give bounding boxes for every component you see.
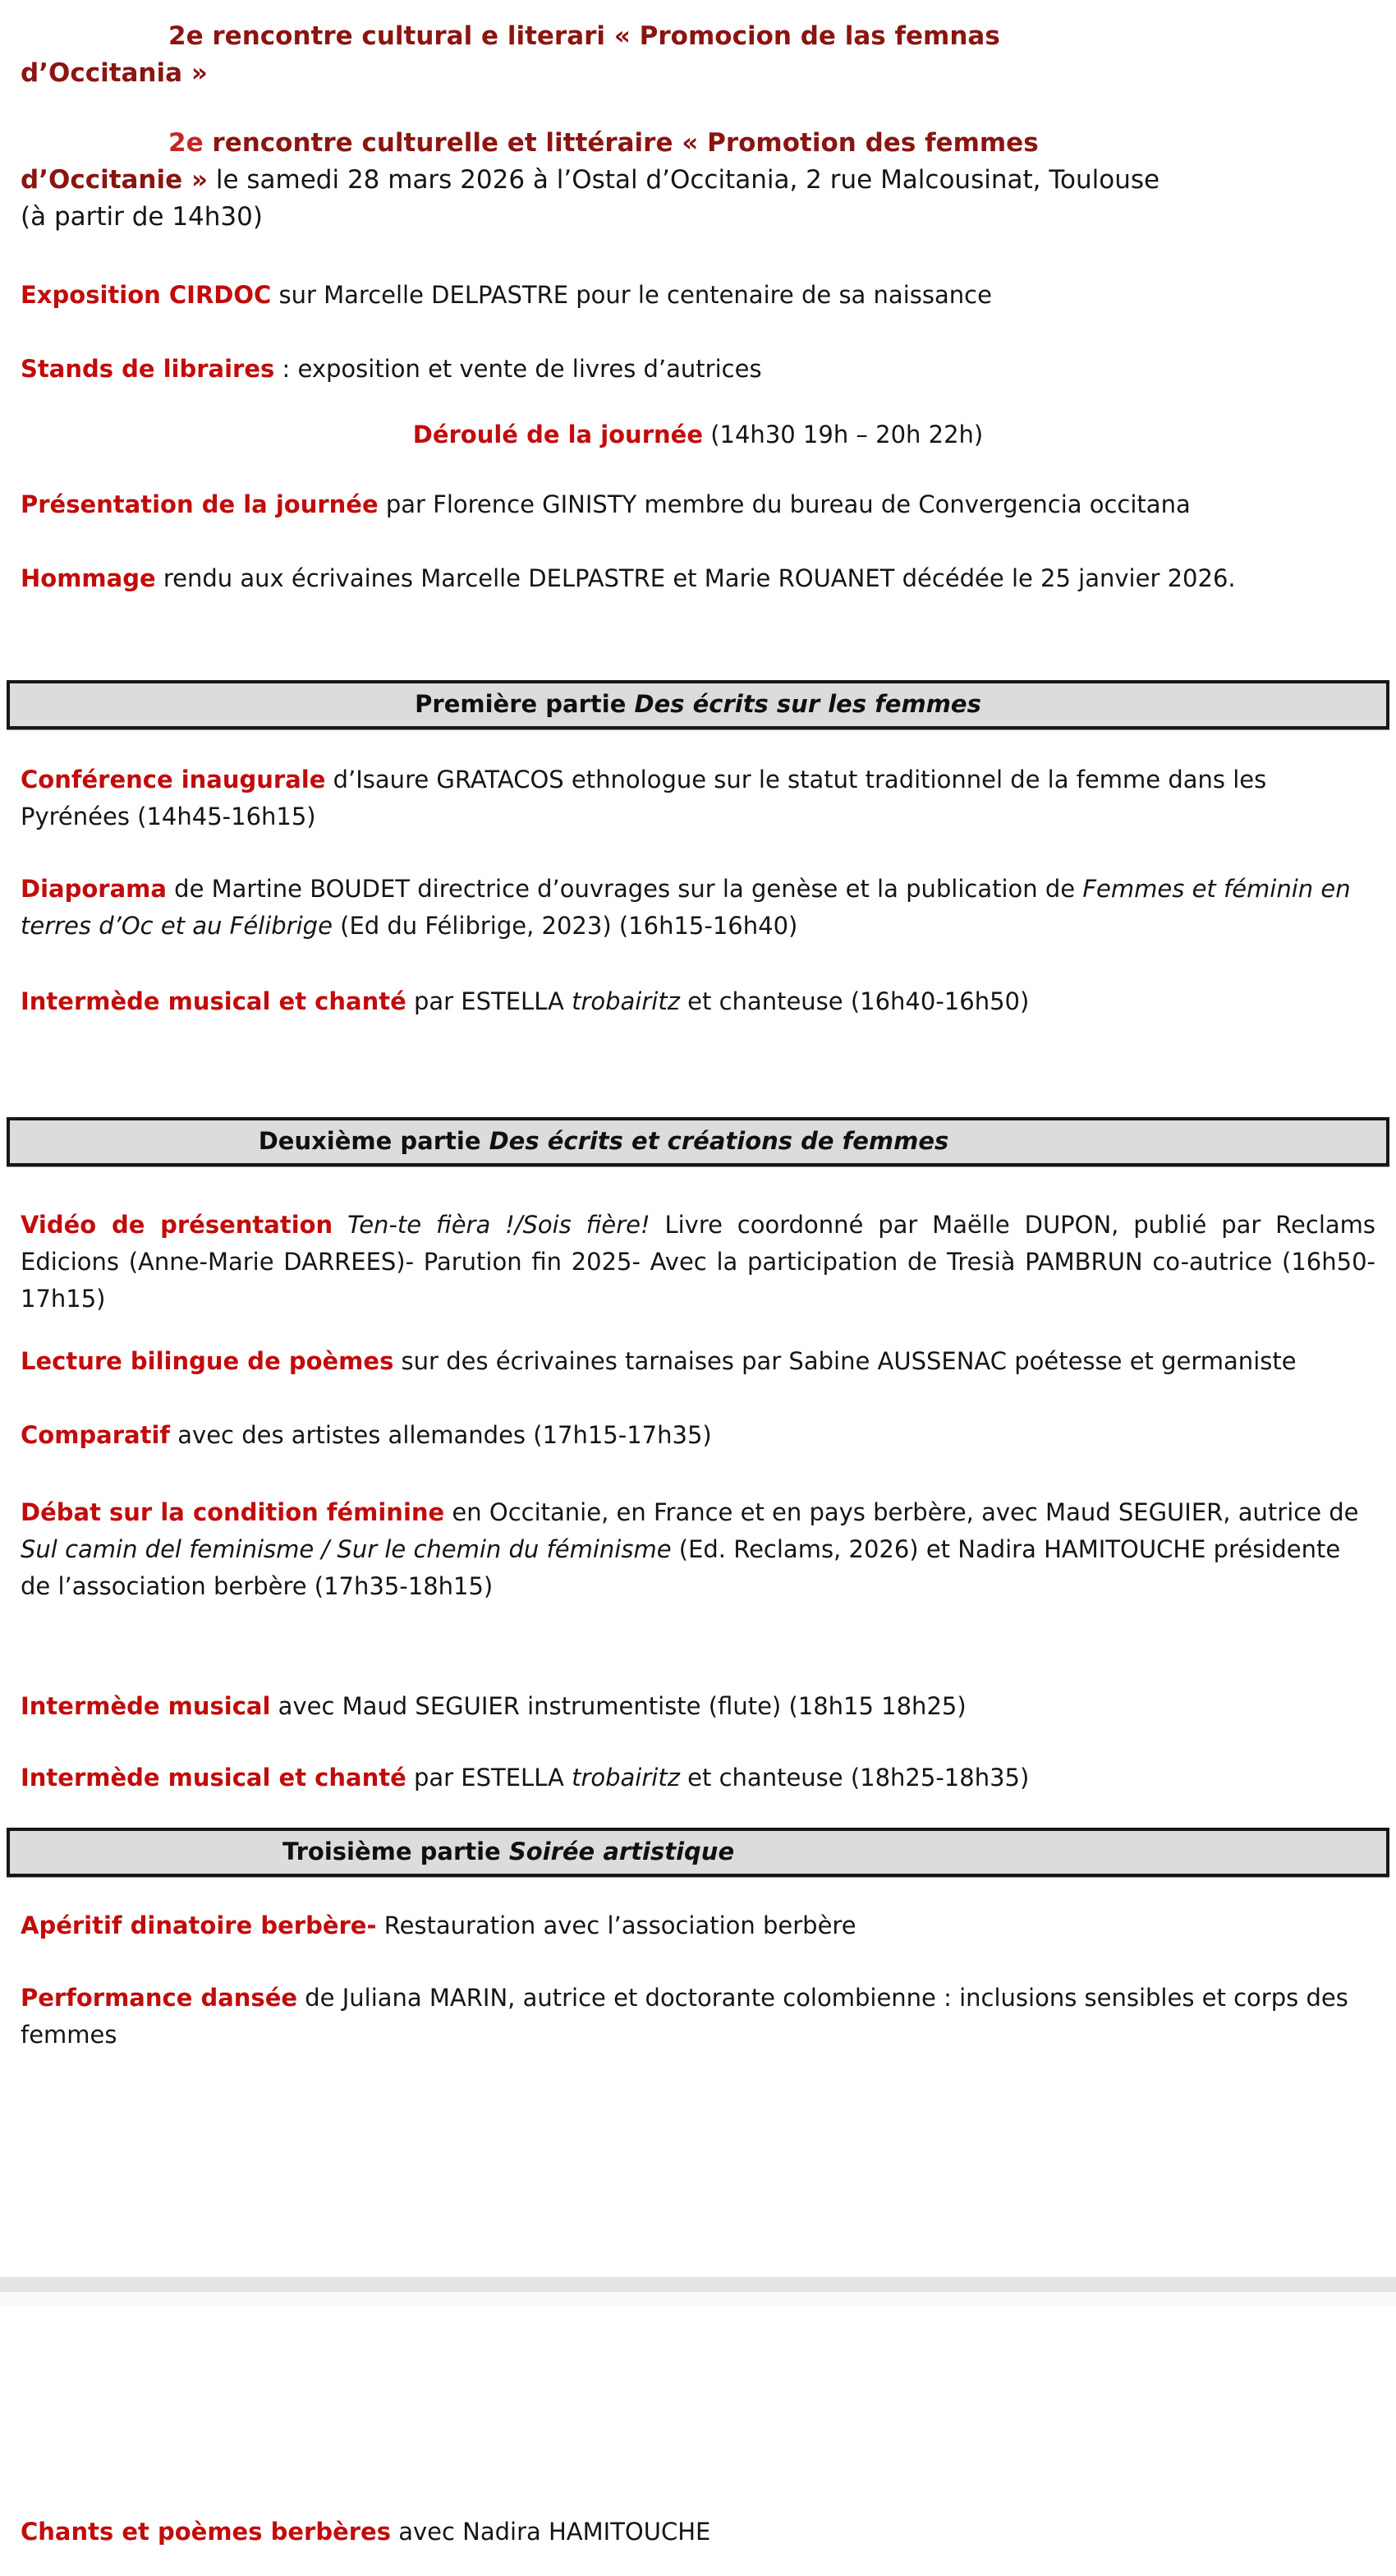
title-french-text2: d’Occitanie » bbox=[21, 165, 208, 195]
keyword-hommage: Hommage bbox=[21, 564, 156, 592]
text-stands: : exposition et vente de livres d’autrices bbox=[274, 355, 762, 383]
title-occitan-line1 bbox=[21, 18, 1375, 55]
keyword-chants: Chants et poèmes berbères bbox=[21, 2518, 391, 2546]
keyword-conference: Conférence inaugurale bbox=[21, 766, 326, 794]
keyword-performance: Performance dansée bbox=[21, 1984, 298, 2012]
text-intermede-1-end: et chanteuse (16h40-16h50) bbox=[679, 987, 1030, 1015]
paragraph-video bbox=[21, 1207, 1375, 1318]
keyword-diaporama: Diaporama bbox=[21, 875, 167, 903]
title-occitan-text2: d’Occitania » bbox=[21, 58, 208, 88]
paragraph-performance bbox=[21, 1980, 1375, 2054]
section-header-premiere-partie bbox=[7, 680, 1389, 729]
section-header-troisieme-partie bbox=[7, 1828, 1389, 1877]
keyword-exposition: Exposition CIRDOC bbox=[21, 281, 272, 309]
section-2-label: Deuxième partie bbox=[258, 1127, 481, 1155]
section-header-deuxieme-partie bbox=[7, 1117, 1389, 1166]
title-french-number: 2e bbox=[168, 128, 204, 158]
paragraph-intermede-3 bbox=[21, 1760, 1375, 1796]
page-break-separator bbox=[0, 2277, 1396, 2292]
paragraph-conference bbox=[21, 761, 1375, 835]
title-french bbox=[21, 125, 1375, 236]
text-intermede-3: par ESTELLA bbox=[406, 1764, 572, 1792]
text-exposition: sur Marcelle DELPASTRE pour le centenaire de sa naissance bbox=[271, 281, 992, 309]
text-diaporama-end: (Ed du Félibrige, 2023) (16h15-16h40) bbox=[332, 912, 798, 940]
keyword-intermede-2: Intermède musical bbox=[21, 1692, 271, 1720]
event-date-location: le samedi 28 mars 2026 à l’Ostal d’Occitania, 2 rue Malcousinat, Toulouse bbox=[207, 165, 1160, 195]
text-intermede-1: par ESTELLA bbox=[406, 987, 572, 1015]
text-conference: d’Isaure GRATACOS ethnologue sur le statut traditionnel de la femme dans les Pyrénées (14h45-16h15) bbox=[21, 766, 1267, 830]
paragraph-chants bbox=[21, 2514, 1375, 2551]
page-break-separator-light bbox=[0, 2292, 1396, 2307]
paragraph-stands bbox=[21, 351, 1375, 388]
title-french-line3 bbox=[21, 199, 1375, 236]
term-trobairitz: trobairitz bbox=[572, 987, 680, 1015]
keyword-presentation: Présentation de la journée bbox=[21, 490, 379, 518]
text-diaporama: de Martine BOUDET directrice d’ouvrages sur la genèse et la publication de bbox=[166, 875, 1083, 903]
title-french-line2 bbox=[21, 162, 1375, 199]
keyword-intermede-3: Intermède musical et chanté bbox=[21, 1764, 406, 1792]
text-performance: de Juliana MARIN, autrice et doctorante colombienne : inclusions sensibles et corps des femmes bbox=[21, 1984, 1348, 2049]
text-deroule-times: (14h30 19h – 20h 22h) bbox=[703, 421, 984, 448]
keyword-intermede-1: Intermède musical et chanté bbox=[21, 987, 406, 1015]
text-intermede-2: avec Maud SEGUIER instrumentiste (flute) (18h15 18h25) bbox=[270, 1692, 967, 1720]
keyword-debat: Débat sur la condition féminine bbox=[21, 1498, 445, 1526]
paragraph-presentation bbox=[21, 486, 1375, 523]
section-2-subtitle: Des écrits et créations de femmes bbox=[489, 1127, 949, 1155]
keyword-stands: Stands de libraires bbox=[21, 355, 275, 383]
book-title-ten-te-fiera: Ten-te fièra !/Sois fière! bbox=[347, 1211, 650, 1239]
text-presentation: par Florence GINISTY membre du bureau de Convergencia occitana bbox=[378, 490, 1191, 518]
book-title-femmes-et-feminin: Femmes et féminin en terres d’Oc et au Félibrige bbox=[21, 875, 1351, 940]
paragraph-aperitif bbox=[21, 1907, 1375, 1944]
title-french-line1 bbox=[21, 125, 1375, 162]
text-aperitif: Restauration avec l’association berbère bbox=[376, 1911, 856, 1939]
paragraph-deroule bbox=[21, 416, 1375, 453]
text-debat-end: (Ed. Reclams, 2026) et Nadira HAMITOUCHE présidente de l’association berbère (17h35-18h15) bbox=[21, 1535, 1341, 1600]
paragraph-comparatif bbox=[21, 1417, 1375, 1454]
paragraph-debat bbox=[21, 1494, 1375, 1605]
section-3-subtitle: Soirée artistique bbox=[508, 1838, 735, 1865]
text-video: Livre coordonné par Maëlle DUPON, publié par Reclams Edicions (Anne-Marie DARREES)- Parution fin 2025- Avec la participation de Tresià PAMBRUN co-autrice (16h50-17h15) bbox=[21, 1211, 1376, 1313]
text-hommage: rendu aux écrivaines Marcelle DELPASTRE et Marie ROUANET décédée le 25 janvier 2026. bbox=[155, 564, 1236, 592]
keyword-video: Vidéo de présentation bbox=[21, 1211, 333, 1239]
text-intermede-3-end: et chanteuse (18h25-18h35) bbox=[679, 1764, 1030, 1792]
paragraph-exposition bbox=[21, 277, 1375, 314]
keyword-aperitif: Apéritif dinatoire berbère- bbox=[21, 1911, 377, 1939]
title-occitan bbox=[21, 18, 1375, 92]
section-1-subtitle: Des écrits sur les femmes bbox=[634, 690, 981, 718]
keyword-lecture: Lecture bilingue de poèmes bbox=[21, 1347, 394, 1375]
section-3-label: Troisième partie bbox=[282, 1838, 501, 1865]
keyword-comparatif: Comparatif bbox=[21, 1421, 171, 1449]
text-debat: en Occitanie, en France et en pays berbère, avec Maud SEGUIER, autrice de bbox=[444, 1498, 1359, 1526]
paragraph-diaporama bbox=[21, 871, 1375, 945]
title-french-text: rencontre culturelle et littéraire « Promotion des femmes bbox=[203, 128, 1039, 158]
text-chants: avec Nadira HAMITOUCHE bbox=[390, 2518, 711, 2546]
book-title-sul-camin: Sul camin del feminisme / Sur le chemin du féminisme bbox=[21, 1535, 672, 1563]
event-start-time: (à partir de 14h30) bbox=[21, 202, 263, 232]
keyword-deroule: Déroulé de la journée bbox=[412, 421, 703, 448]
title-occitan-text: 2e rencontre cultural e literari « Promocion de las femnas bbox=[168, 21, 1000, 51]
term-trobairitz-2: trobairitz bbox=[572, 1764, 680, 1792]
paragraph-intermede-2 bbox=[21, 1688, 1375, 1725]
paragraph-hommage bbox=[21, 560, 1375, 597]
section-1-label: Première partie bbox=[415, 690, 627, 718]
paragraph-intermede-1 bbox=[21, 983, 1375, 1020]
title-occitan-line2 bbox=[21, 55, 1375, 92]
text-comparatif: avec des artistes allemandes (17h15-17h35) bbox=[170, 1421, 712, 1449]
text-lecture: sur des écrivaines tarnaises par Sabine AUSSENAC poétesse et germaniste bbox=[393, 1347, 1297, 1375]
paragraph-lecture bbox=[21, 1343, 1375, 1380]
text-video-space bbox=[333, 1211, 347, 1239]
